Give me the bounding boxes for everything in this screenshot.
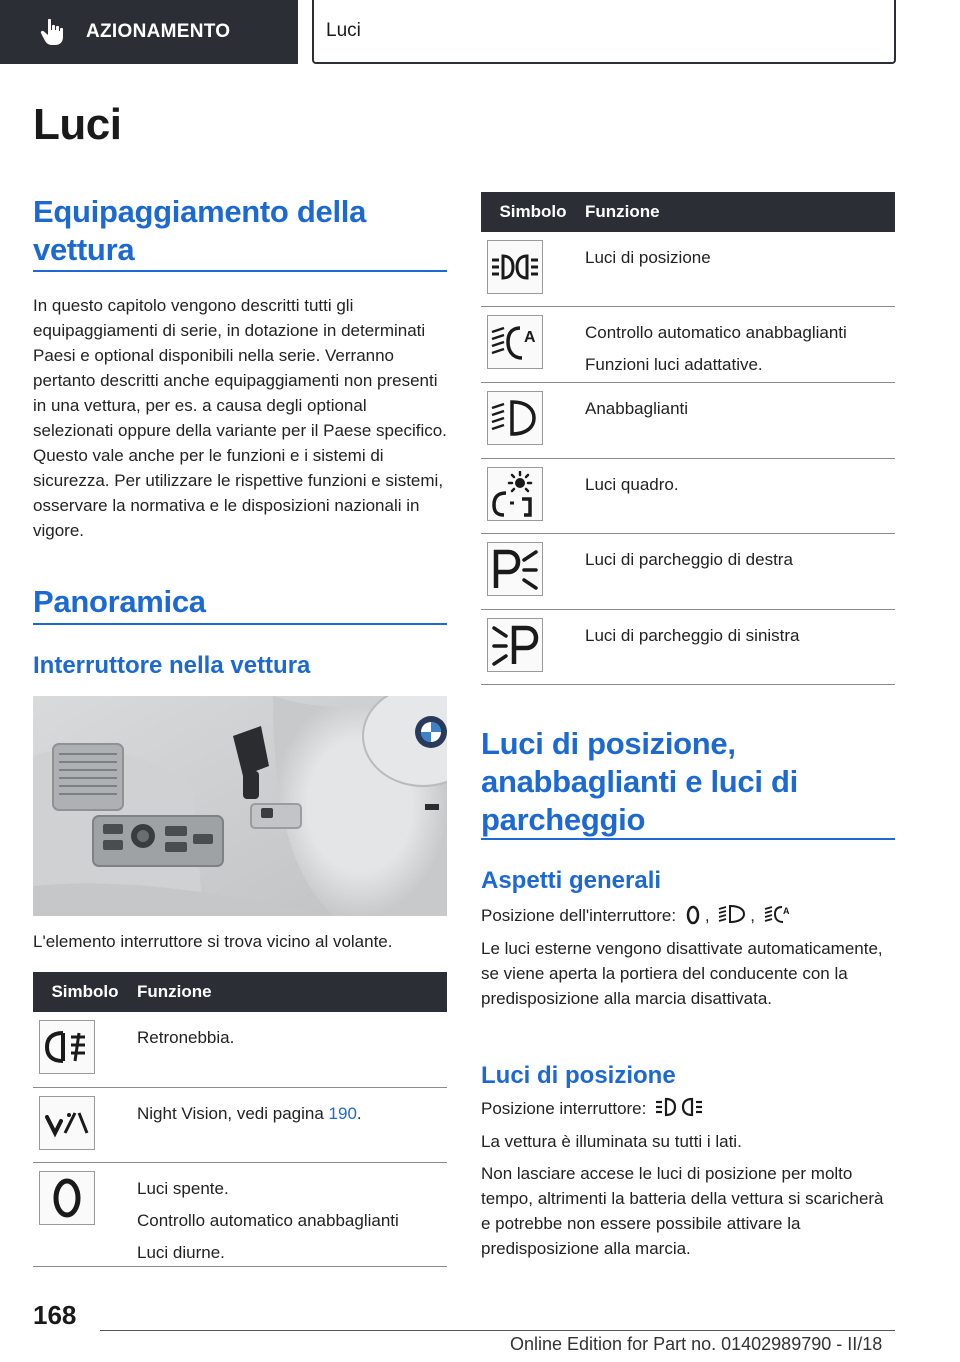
table-row [33, 1012, 447, 1088]
chapter-box [312, 0, 896, 64]
equipment-heading: Equipaggiamento della vettura [33, 194, 367, 267]
lights-off-icon [39, 1171, 95, 1225]
col-function: Funzione [585, 202, 660, 221]
row-function: Luci di posizione [585, 248, 711, 267]
photo-caption: L'elemento interruttore si trova vicino al volante. [33, 932, 393, 951]
left-parking-light-icon [487, 618, 543, 672]
heading-rule [481, 838, 895, 840]
table-header [481, 192, 895, 232]
hand-pointer-icon [40, 18, 64, 46]
col-function: Funzione [137, 982, 212, 1001]
row-function: Anabbaglianti [585, 399, 689, 418]
right-parking-light-icon [487, 542, 543, 596]
instrument-lighting-icon [487, 467, 543, 521]
general-position-line: Posizione dell'interruttore: , , A [481, 903, 895, 928]
table-row [481, 610, 895, 685]
symbol-table-left [33, 972, 447, 1267]
row-function: Luci quadro. [585, 475, 679, 494]
parking-position-line: Posizione interruttore: [481, 1096, 895, 1121]
parking-text-1: La vettura è illuminata su tutti i lati. [481, 1132, 742, 1151]
section-title: AZIONAMENTO [86, 21, 231, 42]
footer-rule [100, 1330, 895, 1331]
table-header [33, 972, 447, 1012]
parking-lights-icon [487, 240, 543, 294]
table-row [481, 232, 895, 307]
night-vision-icon [39, 1096, 95, 1150]
low-beam-icon [487, 391, 543, 445]
dashboard-photo [33, 696, 447, 916]
col-symbol: Simbolo [51, 982, 119, 1001]
symbol-table-right [481, 192, 895, 685]
chapter-title: Luci [326, 20, 361, 41]
page-title: Luci [33, 100, 122, 149]
svg-text:A: A [524, 329, 536, 346]
page-number: 168 [33, 1300, 77, 1330]
section-tab[interactable] [0, 0, 298, 64]
parking-text-2: Non lasciare accese le luci di posizione per molto tempo, altrimenti la batteria della vettura si scaricherà e potrebbe non essere possibile attivare la predisposizione alla marcia. [481, 1164, 884, 1258]
overview-heading: Panoramica [33, 584, 206, 619]
heading-rule [33, 270, 447, 272]
table-row [33, 1163, 447, 1267]
col-symbol: Simbolo [499, 202, 567, 221]
table-row [481, 459, 895, 534]
table-row [33, 1088, 447, 1163]
edition-text: Online Edition for Part no. 01402989790 - II/18 [510, 1334, 883, 1354]
equipment-text: In questo capitolo vengono descritti tutti gli equipaggiamenti di serie, in dotazione in determinati Paesi e optional disponibili nella serie. Verranno pertanto descritti anche equipaggiamenti non presenti in una vettura, per es. a causa degli optional selezionati oppure della variante per il Paese specifico. Questo vale anche per le funzioni e i sistemi di sicurezza. Per utilizzare le rispettive funzioni e sistemi, osservare la normativa e le disposizioni nazionali in vigore. [33, 296, 447, 540]
lights-off-icon [685, 905, 701, 925]
rear-fog-light-icon [39, 1020, 95, 1074]
svg-text:A: A [782, 906, 790, 916]
row-function: Luci di parcheggio di sinistra [585, 626, 800, 645]
low-beam-icon [718, 903, 746, 925]
parking-lights-icon [655, 1096, 703, 1118]
row-function: Luci spente. Controllo automatico anabbaglianti Luci diurne. [137, 1179, 399, 1262]
page-link[interactable]: 190 [328, 1104, 357, 1123]
auto-low-beam-icon [487, 315, 543, 369]
row-function: Luci di parcheggio di destra [585, 550, 793, 569]
row-function: Retronebbia. [137, 1028, 235, 1047]
auto-low-beam-icon [764, 903, 792, 925]
parking-heading: Luci di posizione [481, 1062, 676, 1089]
page-header [0, 0, 960, 66]
row-function: Night Vision, vedi pagina 190. [137, 1104, 362, 1123]
table-row [481, 534, 895, 610]
row-function: Controllo automatico anabbaglianti Funzioni luci adattative. [585, 323, 847, 374]
heading-rule [33, 623, 447, 625]
general-text: Le luci esterne vengono disattivate automaticamente, se viene aperta la portiera del conducente con la predisposizione alla marcia disattivata. [481, 939, 883, 1008]
section-heading: Luci di posizione, anabbaglianti e luci di parcheggio [481, 726, 798, 837]
general-heading: Aspetti generali [481, 867, 662, 894]
table-row [481, 307, 895, 383]
table-row [481, 383, 895, 459]
switch-heading: Interruttore nella vettura [33, 652, 311, 679]
